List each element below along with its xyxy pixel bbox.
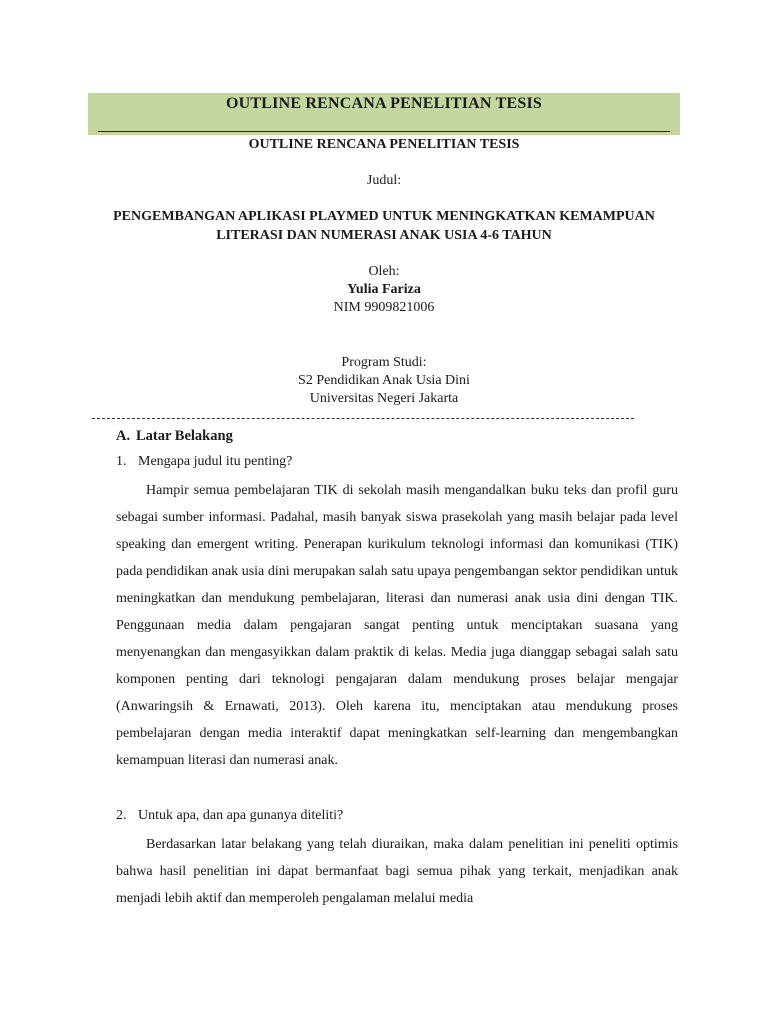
study-program: S2 Pendidikan Anak Usia Dini bbox=[298, 373, 470, 388]
dashed-divider bbox=[92, 418, 634, 419]
section-title: Latar Belakang bbox=[136, 428, 233, 444]
thesis-title-line2: LITERASI DAN NUMERASI ANAK USIA 4-6 TAHUN bbox=[216, 228, 552, 243]
paragraph-2: Berdasarkan latar belakang yang telah diuraikan, maka dalam penelitian ini peneliti optimis bahwa hasil penelitian ini dapat bermanfaat bagi semua pihak yang terkait, menjadikan anak menjadi lebih aktif dan memperoleh pengalaman melalui media bbox=[116, 837, 678, 906]
judul-label: Judul: bbox=[366, 173, 402, 188]
question-2 bbox=[116, 808, 343, 824]
student-id: NIM 9909821006 bbox=[333, 300, 435, 315]
oleh-label: Oleh: bbox=[368, 264, 400, 279]
program-label: Program Studi: bbox=[341, 355, 427, 370]
paragraph-1: Hampir semua pembelajaran TIK di sekolah masih mengandalkan buku teks dan profil guru sebagai sumber informasi. Padahal, masih banyak siswa prasekolah yang masih belajar pada level speaking dan emergent writing. Penerapan kurikulum teknologi informasi dan komunikasi (TIK) pada pendidikan anak usia dini merupakan salah satu upaya pengembangan sektor pendidikan untuk meningkatkan dan mendukung pembelajaran, literasi dan numerasi anak usia dini dengan TIK. Penggunaan media dalam pengajaran sangat penting untuk menciptakan suasana yang menyenangkan dan mengasyikkan dalam praktik di kelas. Media juga dianggap sebagai salah satu komponen penting dari teknologi pengajaran dalam mendukung proses belajar mengajar (Anwaringsih & Ernawati, 2013). Oleh karena itu, menciptakan atau mendukung proses pembelajaran dengan media interaktif dapat meningkatkan self-learning dan mengembangkan kemampuan literasi dan numerasi anak. bbox=[116, 483, 678, 768]
author-name: Yulia Fariza bbox=[347, 282, 421, 297]
section-heading bbox=[116, 428, 233, 445]
question-number: 1. bbox=[116, 454, 127, 469]
thesis-title-line1: PENGEMBANGAN APLIKASI PLAYMED UNTUK MENINGKATKAN KEMAMPUAN bbox=[113, 209, 655, 224]
university-name: Universitas Negeri Jakarta bbox=[309, 391, 459, 406]
section-label: A. bbox=[116, 428, 131, 444]
question-number: 2. bbox=[116, 808, 127, 823]
header-underline bbox=[98, 131, 670, 132]
question-text: Untuk apa, dan apa gunanya diteliti? bbox=[138, 808, 344, 823]
question-text: Mengapa judul itu penting? bbox=[138, 454, 293, 469]
document-header-band bbox=[88, 93, 680, 135]
header-title: OUTLINE RENCANA PENELITIAN TESIS bbox=[226, 95, 542, 112]
cover-title: OUTLINE RENCANA PENELITIAN TESIS bbox=[248, 137, 520, 152]
question-1 bbox=[116, 454, 292, 470]
